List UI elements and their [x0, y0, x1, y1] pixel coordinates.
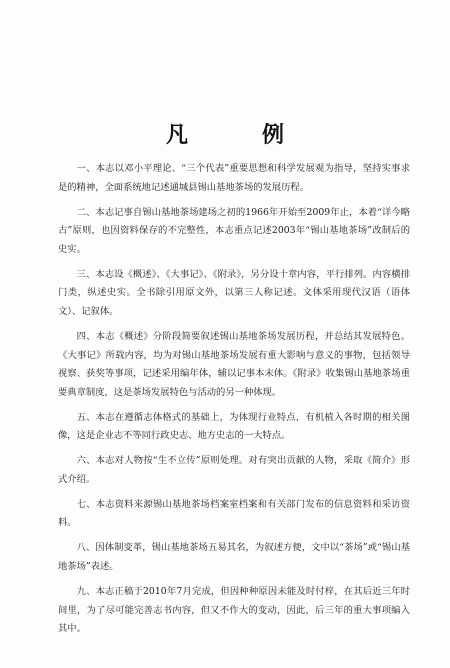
paragraph-1: 一、本志以邓小平理论、“三个代表”重要思想和科学发展观为指导，坚持实事求是的精神，全面系统地记述通城县锡山基地茶场的发展历程。 — [58, 163, 410, 193]
paragraph-5: 五、本志在遵循志体格式的基础上，为体现行业特点，有机植入各时期的相关图像，这是企业志不等同行政史志、地方史志的一大特点。 — [58, 411, 410, 442]
paragraph-7: 七、本志资料来源锡山基地茶场档案室档案和有关部门发布的信息资料和采访资料。 — [58, 498, 410, 529]
page-body — [58, 160, 410, 645]
paragraph-6: 六、本志对人物按“生不立传”原则处理。对有突出贡献的人物，采取《简介》形式介绍。 — [58, 455, 410, 485]
paragraph-9: 九、本志正稿于2010年7月完成，但因种种原因未能及时付梓，在其后近三年时间里，为了尽可能完善志书内容，但又不作大的变动，因此，后三年的重大事项编入其中。 — [58, 586, 410, 635]
paragraph-4: 四、本志《概述》分阶段简要叙述锡山基地茶场发展历程，并总结其发展特色。《大事记》所载内容，均为对锡山基地茶场发展有重大影响与意义的事物，包括领导视察、获奖等事项，记述采用编年体，辅以记事本末体。《附录》收集锡山基地茶场重要典章制度，这是茶场发展特色与活动的另一种体现。 — [58, 330, 410, 398]
paragraph-8: 八、因体制变革，锡山基地茶场五易其名，为叙述方便，文中以“茶场”或“锡山基地茶场”表述。 — [58, 542, 410, 573]
paragraph-2: 二、本志记事自锡山基地茶场建场之初的1966年开始至2009年止，本着“详今略古”原则，也因资料保存的不完整性，本志重点记述2003年“锡山基地茶场”改制后的史实。 — [58, 206, 410, 255]
paragraph-3: 三、本志设《概述》、《大事记》、《附录》，另分设十章内容，平行排列。内容横排门类，纵述史实。全书除引用原文外，以第三人称记述。文体采用现代汉语（语体文）、记叙体。 — [58, 268, 410, 317]
page-title: 凡 例 — [165, 122, 310, 148]
